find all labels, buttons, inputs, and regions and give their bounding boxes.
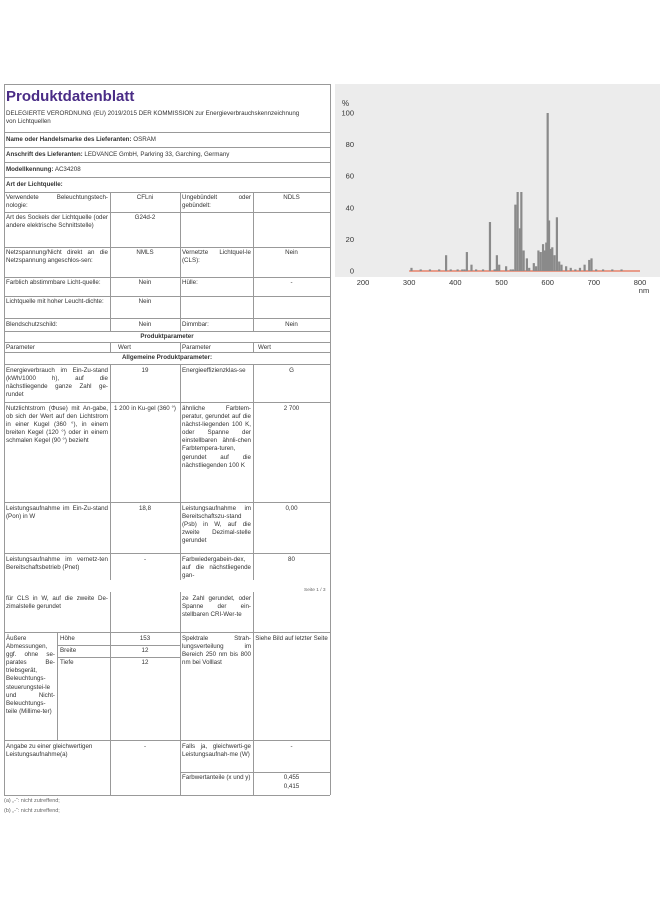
col-header-param: Parameter [182,344,211,351]
param-value: 19 [141,367,149,374]
spectrum-bar [535,266,537,271]
x-tick-label: 800 [633,278,647,287]
spectrum-bar [450,269,452,271]
model-value: AC34208 [54,166,81,173]
spectrum-bar [520,192,522,271]
grid-line [253,342,254,352]
spectrum-bar [528,268,530,271]
spectrum-bar [526,258,528,271]
equiv-value: - [143,743,147,750]
divider [4,364,330,365]
param-label-continued: ze Zahl gerundet, oder Spanne der ein-stellbaren CRI-Wer-te [182,595,251,619]
type-row-label: Ungebündelt oder gebündelt: [182,194,251,210]
divider [4,247,330,248]
dims-label: Äußere Abmessungen, ggf. ohne se-parates Be-triebsgerät, Beleuchtungs-steuerungstei-le und Nicht-Beleuchtungs-teile (Millime-ter) [6,635,55,715]
dim-value: 12 [141,647,149,654]
spectrum-bar [475,269,477,271]
divider [180,772,330,773]
divider [4,502,330,503]
divider [4,296,330,297]
divider [4,342,330,343]
divider [4,147,330,148]
divider [4,318,330,319]
col-header-value: Wert [258,344,271,351]
type-row-label: Farblich abstimmbare Licht-quelle: [6,279,101,286]
param-value: - [143,556,147,563]
dim-name: Breite [60,647,77,654]
spectrum-bar [584,265,586,271]
param-label: Energieeffizienzklas-se [182,367,246,374]
x-axis-label: nm [638,286,650,295]
type-row-label: Netzspannung/Nicht direkt an die Netzspannung angeschlos-sen: [6,249,108,265]
type-row-label: Verwendete Beleuchtungstech-nologie: [6,194,108,210]
general-heading: Allgemeine Produktparameter: [121,354,213,361]
equiv-value-2: - [290,743,293,750]
x-tick-label: 600 [541,278,554,287]
divider [4,132,330,133]
param-label: Leistungsaufnahme im Ein-Zu-stand (Pon) in W [6,505,108,521]
brand-label: Name oder Handelsmarke des Lieferanten: [6,136,132,143]
chroma-x: 0,455 [283,774,300,781]
col-header-param: Parameter [6,344,35,351]
param-label: Leistungsaufnahme im Bereitschaftszu-stand (Psb) in W, auf die zweite Dezimal-stelle gerundet [182,505,251,545]
divider [4,553,330,554]
spectral-value: Siehe Bild auf letzter Seite [255,635,328,642]
spectrum-bar [537,250,539,271]
grid-line [253,592,254,632]
spectrum-bar [579,268,581,271]
dim-value: 12 [141,659,149,666]
frame-left [4,84,5,795]
spectrum-bar [466,252,468,271]
divider [4,352,330,353]
divider [4,331,330,332]
spectrum-bar [410,268,412,271]
divider [4,177,330,178]
y-tick-label: 40 [345,203,354,213]
chroma-label: Farbwertanteile (x und y) [182,774,251,781]
y-axis-label: % [342,99,350,108]
spectrum-bar [420,269,422,271]
regulation-text: DELEGIERTE VERORDNUNG (EU) 2019/2015 DER KOMMISSION zur Energieverbrauchskennzeichnung von Lichtquellen [6,110,300,126]
spectrum-bar [533,263,535,271]
spectrum-bar [551,247,553,271]
grid-line [110,192,111,332]
grid-line [180,364,181,580]
divider [4,740,330,741]
param-value: 80 [288,556,295,563]
spectrum-bar [438,269,440,271]
grid-line [253,632,254,795]
x-tick-label: 700 [587,278,601,287]
spectrum-bar [556,217,558,271]
param-value: 18,8 [138,505,152,512]
type-row-value: NMLS [136,249,154,256]
x-tick-label: 500 [495,278,508,287]
footnote-b: (b) „-“: nicht zutreffend; [4,808,60,814]
brand-row [6,136,156,144]
spectral-chart-svg [335,84,660,309]
chart-background [335,84,660,277]
dim-name: Tiefe [60,659,74,666]
type-row-value: G24d-2 [134,214,156,221]
divider [4,277,330,278]
model-row [6,166,81,174]
divider [4,192,330,193]
dim-value: 153 [139,635,151,642]
spectrum-bar [457,269,459,271]
frame-right [330,84,331,795]
divider [4,162,330,163]
spectrum-bar [611,269,613,271]
spectrum-bar [590,258,592,271]
address-label: Anschrift des Lieferanten: [6,151,83,158]
spectrum-bar [445,255,447,271]
grid-line [180,192,181,332]
param-label-continued: für CLS in W, auf die zweite De-zimalstelle gerundet [6,595,108,611]
y-tick-label: 80 [345,140,354,150]
spectrum-bar [595,269,597,271]
spectrum-bar [470,265,472,271]
x-tick-label: 300 [402,278,416,287]
spectrum-bar [498,265,500,271]
grid-line [110,342,111,352]
param-label: Leistungsaufnahme im vernetz-ten Bereitschaftsbetrieb (Pnet) [6,556,108,572]
spectrum-bar [588,260,590,271]
spectrum-bar [461,269,463,271]
dim-name: Höhe [60,635,75,642]
spectrum-bar [510,269,512,271]
spectrum-bar [429,269,431,271]
type-row-value: Nein [138,321,152,328]
divider [4,402,330,403]
type-row-value: Nein [285,249,298,256]
type-row-value: Nein [285,321,298,328]
brand-value: OSRAM [133,136,156,143]
divider [4,632,330,633]
type-row-label: Lichtquelle mit hoher Leucht-dichte: [6,298,104,305]
type-row-label: Hülle: [182,279,198,286]
param-value: 1 200 in Ku-gel (360 °) [114,405,176,412]
spectrum-bar [565,266,567,271]
grid-line [57,632,58,740]
divider [4,212,330,213]
spectrum-bar [540,252,542,271]
model-label: Modellkennung: [6,166,54,173]
grid-line [180,592,181,632]
spectrum-bar [512,269,514,271]
type-row-value: - [290,279,293,286]
type-row-label: Dimmbar: [182,321,209,328]
chroma-y: 0,415 [283,783,300,790]
divider [4,795,330,796]
spectrum-bar [570,268,572,271]
grid-line [253,192,254,332]
y-tick-label: 20 [345,234,354,244]
divider [57,657,180,658]
spectral-chart [335,84,660,309]
param-value: 2 700 [283,405,300,412]
spectrum-bar [496,255,498,271]
param-label: Nutzlichtstrom (Φuse) mit An-gabe, ob sich der Wert auf den Lichtstrom in einer Kugel (360 °), in einem breiten Kegel (120 °) oder in einem schmalen Kegel (90 °) bezieht [6,405,108,445]
grid-line [253,364,254,580]
footnote-a: (a) „-“: nicht zutreffend; [4,798,60,804]
type-row-label: Vernetzte Lichtquel-le (CLS): [182,249,251,265]
spectrum-bar [602,269,604,271]
divider [57,645,180,646]
spectrum-bar [517,192,519,271]
y-tick-label: 0 [349,266,354,276]
grid-line [110,364,111,580]
spectrum-bar [574,269,576,271]
params-heading: Produktparameter [140,333,194,340]
param-label: Energieverbrauch im Ein-Zu-stand (kWh/1000 h), auf die nächstliegende ganze Zahl ge-rundet [6,367,108,399]
spectrum-bar [560,265,562,271]
type-row-value: NDLS [283,194,300,201]
y-tick-label: 60 [345,171,354,181]
spectral-label: Spektrale Strah-lungsverteilung im Bereich 250 nm bis 800 nm bei Volllast [182,635,251,667]
grid-line [180,632,181,795]
spectrum-bar [505,266,507,271]
x-tick-label: 200 [356,278,370,287]
spectrum-bar [514,205,516,271]
grid-line [180,342,181,352]
type-heading: Art der Lichtquelle: [6,181,63,188]
param-value: 0,00 [285,505,298,512]
spectrum-bar [620,269,622,271]
x-tick-label: 400 [449,278,462,287]
param-value: G [289,367,294,374]
spectrum-bar [489,222,491,271]
address-row [6,151,229,159]
type-row-value: Nein [138,298,152,305]
frame-top [4,84,330,85]
spectrum-bar [553,255,555,271]
page-title: Produktdatenblatt [6,88,135,105]
col-header-value: Wert [118,344,131,351]
param-label: Farbwiedergabein-dex, auf die nächstliegende gan- [182,556,251,580]
spectrum-bar [482,269,484,271]
equiv-label-2: Falls ja, gleichwerti-ge Leistungsaufnah-me (W) [182,743,251,759]
type-row-value: CFLni [136,194,154,201]
spectrum-bar [558,262,560,271]
grid-line [110,592,111,632]
spectrum-bar [463,269,465,271]
y-tick-label: 100 [341,108,354,118]
param-label: ähnliche Farbtem-peratur, gerundet auf die nächst-liegenden 100 K, oder Spanne der einstellbaren ähnli-chen Farbtempera-turen, gerundet auf die nächstliegenden 100 K [182,405,251,469]
type-row-value: Nein [138,279,152,286]
type-row-label: Art des Sockels der Lichtquelle (oder andere elektrische Schnittstelle) [6,214,108,230]
address-value: LEDVANCE GmbH, Parkring 33, Garching, Germany [84,151,230,158]
page-marker: Seite 1 / 3 [304,588,326,593]
type-row-label: Blendschutzschild: [6,321,58,328]
spectrum-bar [523,250,525,271]
equiv-label: Angabe zu einer gleichwertigen Leistungsaufnahme(a) [6,743,93,759]
